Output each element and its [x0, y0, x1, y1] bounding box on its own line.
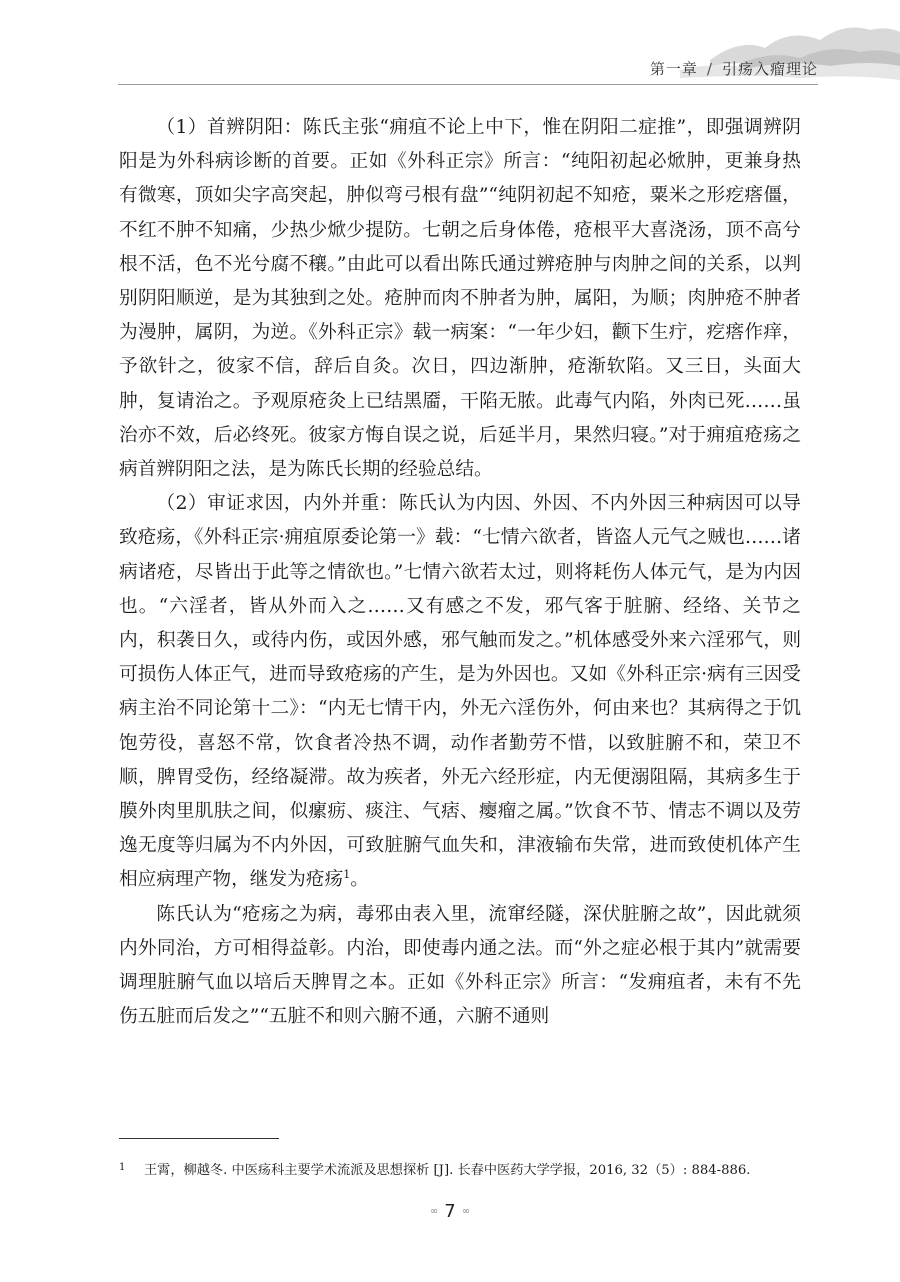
footnote [119, 1158, 819, 1181]
footnote-text: 王霄，柳越冬. 中医疡科主要学术流派及思想探析 [J]. 长春中医药大学学报，2016, 32（5）: 884-886. [144, 1163, 751, 1178]
running-header [650, 58, 818, 79]
paragraph-2: （2）审证求因，内外并重：陈氏认为内因、外因、不内外因三种病因可以导致疮疡，《外科正宗·痈疽原委论第一》载：“七情六欲者，皆盗人元气之贼也……诸病诸疮，尽皆出于此等之情欲也。”七情六欲若太过，则将耗伤人体元气，是为内因也。“六淫者，皆从外而入之……又有感之不发，邪气客于脏腑、经络、关节之内，积袭日久，或待内伤，或因外感，邪气触而发之。”机体感受外来六淫邪气，则可损伤人体正气，进而导致疮疡的产生，是为外因也。又如《外科正宗·病有三因受病主治不同论第十二》：“内无七情干内，外无六淫伤外，何由来也？其病得之于饥饱劳役，喜怒不常，饮食者冷热不调，动作者勤劳不惜，以致脏腑不和，荣卫不顺，脾胃受伤，经络凝滞。故为疾者，外无六经形症，内无便溺阻隔，其病多生于膜外肉里肌肤之间，似瘰疬、痰注、气痞、瘿瘤之属。”饮食不节、情志不调以及劳逸无度等归属为不内外因，可致脏腑气血失和，津液输布失常，进而致使机体产生相应病理产物，继发为疮疡$^1$。 [119, 493, 801, 891]
mountain-landscape-decoration [670, 0, 900, 95]
chapter-title: 引疡入瘤理论 [721, 60, 818, 78]
footnote-reference[interactable]: 1 [343, 868, 351, 882]
paragraph-3: 陈氏认为“疮疡之为病，毒邪由表入里，流窜经隧，深伏脏腑之故”，因此就须内外同治，方可相得益彰。内治，即使毒内通之法。而“外之症必根于其内”就需要调理脏腑气血以培后天脾胃之本。正如《外科正宗》所言：“发痈疽者，未有不先伤五脏而后发之”“五脏不和则六腑不通，六腑不通则 [119, 903, 801, 1028]
chapter-label: 第一章 [649, 60, 698, 78]
footnote-number: 1 [119, 1162, 126, 1173]
left-ornament-icon: ∞ [429, 1206, 439, 1217]
page-number: 7 [444, 1201, 456, 1222]
header-separator: / [706, 60, 713, 78]
paragraph-1: （1）首辨阴阳：陈氏主张“痈疽不论上中下，惟在阴阳二症推”，即强调辨阴阳是为外科病诊断的首要。正如《外科正宗》所言：“纯阳初起必焮肿，更兼身热有微寒，顶如尖字高突起，肿似弯弓根有盘”“纯阴初起不知疮，粟米之形疙瘩僵，不红不肿不知痛，少热少焮少提防。七朝之后身体倦，疮根平大喜浇汤，顶不高兮根不活，色不光兮腐不穰。”由此可以看出陈氏通过辨疮肿与肉肿之间的关系，以判别阴阳顺逆，是为其独到之处。疮肿而肉不肿者为肿，属阳，为顺；肉肿疮不肿者为漫肿，属阴，为逆。《外科正宗》载一病案：“一年少妇，颧下生疔，疙瘩作痒，予欲针之，彼家不信，辞后自灸。次日，四边渐肿，疮渐软陷。又三日，头面大肿，复请治之。予观原疮灸上已结黑靥，干陷无脓。此毒气内陷，外肉已死……虽治亦不效，后必终死。彼家方悔自误之说，后延半月，果然归寝。”对于痈疽疮疡之病首辨阴阳之法，是为陈氏长期的经验总结。 [119, 117, 801, 481]
paragraph-2-text: （2）审证求因，内外并重：陈氏认为内因、外因、不内外因三种病因可以导致疮疡，《外科正宗·痈疽原委论第一》载：“七情六欲者，皆盗人元气之贼也……诸病诸疮，尽皆出于此等之情欲也。”七情六欲若太过，则将耗伤人体元气，是为内因也。“六淫者，皆从外而入之……又有感之不发，邪气客于脏腑、经络、关节之内，积袭日久，或待内伤，或因外感，邪气触而发之。”机体感受外来六淫邪气，则可损伤人体正气，进而导致疮疡的产生，是为外因也。又如《外科正宗·病有三因受病主治不同论第十二》：“内无七情干内，外无六淫伤外，何由来也？其病得之于饥饱劳役，喜怒不常，饮食者冷热不调，动作者勤劳不惜，以致脏腑不和，荣卫不顺，脾胃受伤，经络凝滞。故为疾者，外无六经形症，内无便溺阻隔，其病多生于膜外肉里肌肤之间，似瘰疬、痰注、气痞、瘿瘤之属。”饮食不节、情志不调以及劳逸无度等归属为不内外因，可致脏腑气血失和，津液输布失常，进而致使机体产生相应病理产物，继发为疮疡 [119, 493, 801, 891]
body-text [119, 111, 801, 1034]
footnote-rule [119, 1138, 279, 1139]
header-rule [118, 84, 818, 85]
page-number-block [0, 1201, 900, 1222]
right-ornament-icon: ∞ [461, 1206, 471, 1217]
